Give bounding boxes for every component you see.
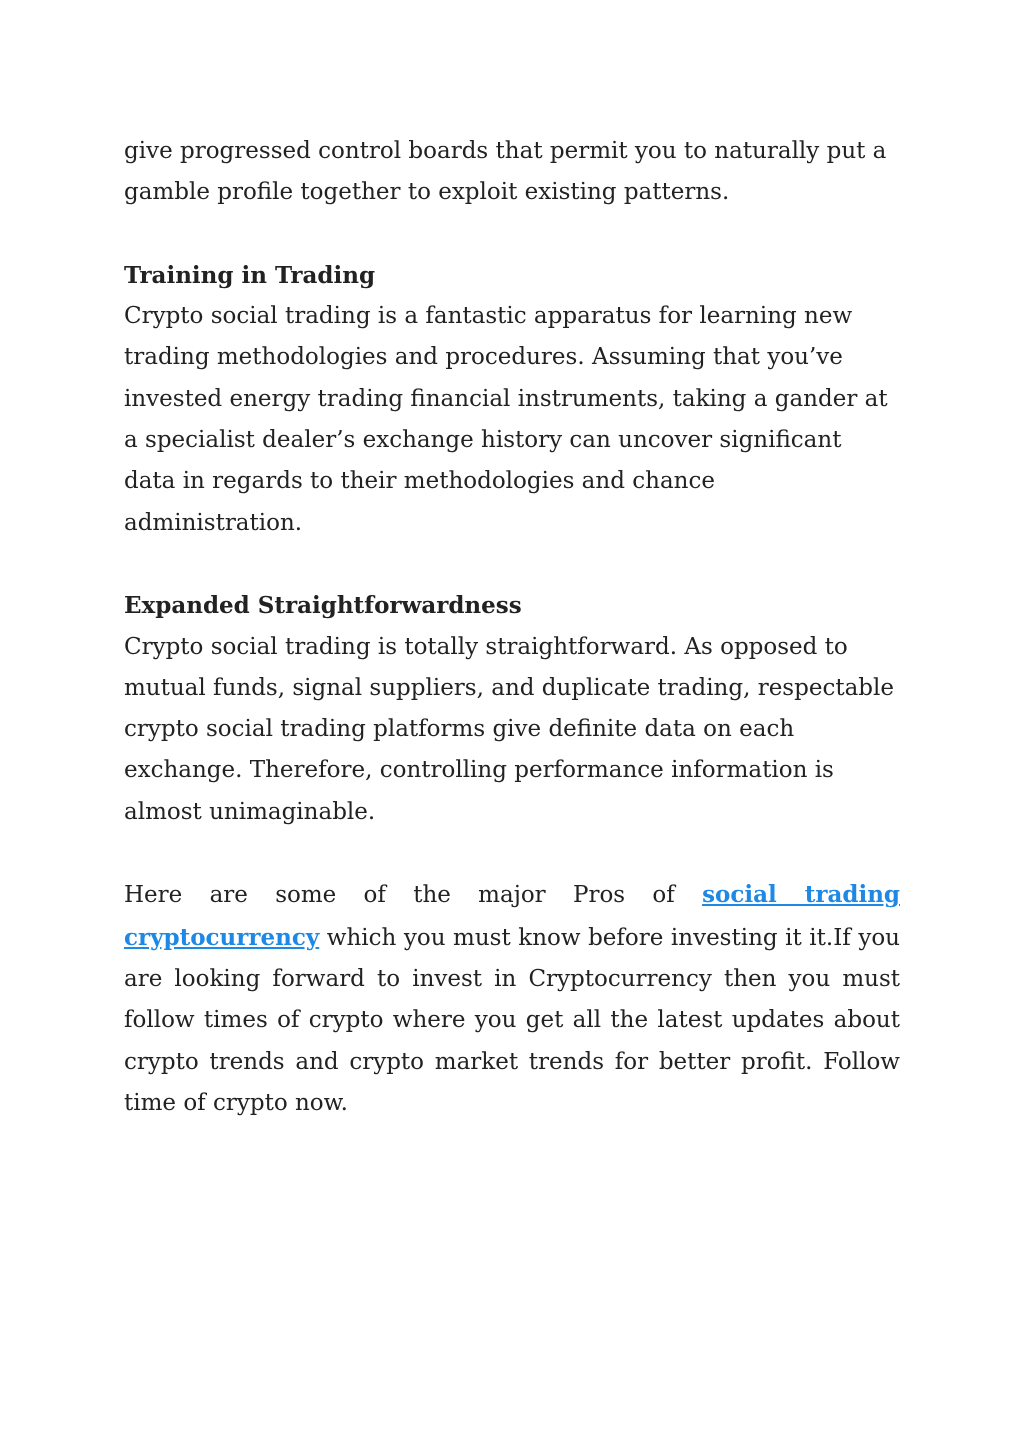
closing-paragraph xyxy=(124,874,900,1124)
section-heading-training: Training in Trading xyxy=(124,261,376,289)
social-trading-cryptocurrency-link[interactable]: social trading cryptocurrency xyxy=(124,881,900,951)
intro-paragraph: give progressed control boards that permit you to naturally put a gamble profile together to exploit existing patterns. xyxy=(124,138,887,206)
closing-text-after-link: which you must know before investing it it.If you are looking forward to invest in Cryptocurrency then you must follow times of crypto where you get all the latest updates about crypto trends and crypto market trends for better profit. Follow time of crypto now. xyxy=(124,924,900,1116)
section-body-straightforwardness: Crypto social trading is totally straightforward. As opposed to mutual funds, signal suppliers, and duplicate trading, respectable crypto social trading platforms give definite data on each exchange. Therefore, controlling performance information is almost unimaginable. xyxy=(124,633,894,825)
document-page xyxy=(124,131,900,1124)
section-body-training: Crypto social trading is a fantastic apparatus for learning new trading methodologies and procedures. Assuming that you’ve invested energy trading financial instruments, taking a gander at a specialist dealer’s exchange history can uncover significant data in regards to their methodologies and chance administration. xyxy=(124,303,888,536)
section-heading-straightforwardness: Expanded Straightforwardness xyxy=(124,592,522,620)
paragraph-gap xyxy=(124,214,900,255)
paragraph-gap xyxy=(124,544,900,585)
closing-text-before-link: Here are some of the major Pros of xyxy=(124,882,703,909)
paragraph-gap xyxy=(124,833,900,874)
